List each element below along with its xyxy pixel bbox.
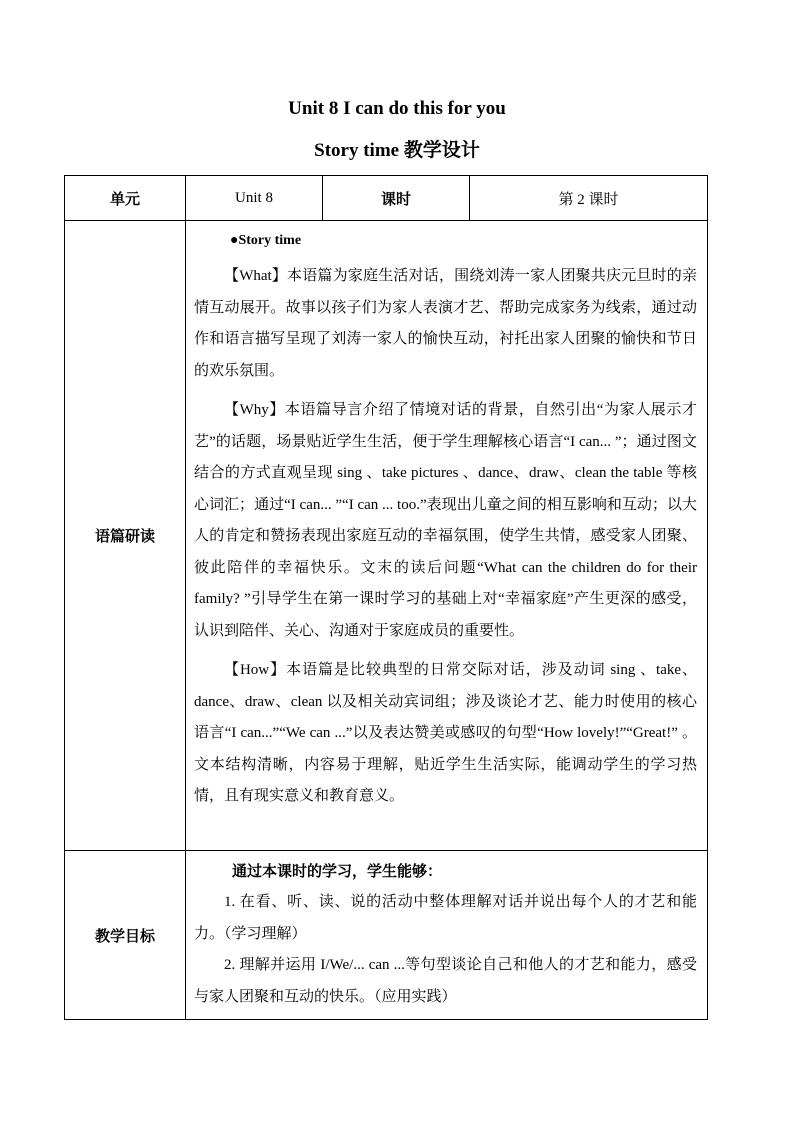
what-paragraph: 【What】本语篇为家庭生活对话，围绕刘涛一家人团聚共庆元旦时的亲情互动展开。故事以孩子们为家人表演才艺、帮助完成家务为线索，通过动作和语言描写呈现了刘涛一家人的愉快互动，衬托出家人团聚的愉快和节日的欢乐氛围。 [194, 268, 697, 379]
unit-value-cell: Unit 8 [186, 176, 323, 221]
goal-item-2: 2. 理解并运用 I/We/... can ...等句型谈论自己和他人的才艺和能力，感受与家人团聚和互动的快乐。（应用实践） [194, 957, 697, 1005]
why-paragraph: 【Why】本语篇导言介绍了情境对话的背景，自然引出“为家人展示才艺”的话题，场景贴近学生生活，便于学生理解核心语言“I can... ”；通过图文结合的方式直观呈现 sing 、take pictures 、dance、draw、clean the table 等核心词汇；通过“I can... ”“I can ... too.”表现出儿童之间的相互影响和互动；以大人的肯定和赞扬表现出家庭互动的幸福氛围，使学生共情，感受家人团聚、彼此陪伴的幸福快乐。文末的读后问题“What can the children do for their family? ”引导学生在第一课时学习的基础上对“幸福家庭”产生更深的感受，认识到陪伴、关心、沟通对于家庭成员的重要性。 [194, 402, 697, 639]
document-subtitle: Story time 教学设计 [314, 140, 480, 161]
document-title: Unit 8 I can do this for you [288, 98, 506, 119]
goals-row [65, 851, 708, 1020]
goal-item-1: 1. 在看、听、读、说的活动中整体理解对话并说出每个人的才艺和能力。（学习理解） [194, 894, 697, 942]
lesson-plan-table [64, 175, 708, 1020]
reading-row [65, 221, 708, 851]
goals-content-cell [186, 851, 708, 1020]
header-row [65, 176, 708, 221]
how-paragraph: 【How】本语篇是比较典型的日常交际对话，涉及动词 sing 、take、dance、draw、clean 以及相关动宾词组；涉及谈论才艺、能力时使用的核心语言“I can...”“We can ...”以及表达赞美或感叹的句型“How lovely!”“Great!” 。文本结构清晰，内容易于理解，贴近学生生活实际，能调动学生的学习热情，且有现实意义和教育意义。 [194, 662, 697, 804]
unit-label-cell: 单元 [65, 176, 186, 221]
goals-intro: 通过本课时的学习，学生能够： [232, 864, 443, 880]
goals-label-cell: 教学目标 [65, 851, 186, 1020]
period-label-cell: 课时 [323, 176, 470, 221]
reading-content-cell [186, 221, 708, 851]
period-value-cell: 第 2 课时 [470, 176, 708, 221]
reading-label-cell: 语篇研读 [65, 221, 186, 851]
story-time-bullet: ●Story time [230, 233, 302, 248]
